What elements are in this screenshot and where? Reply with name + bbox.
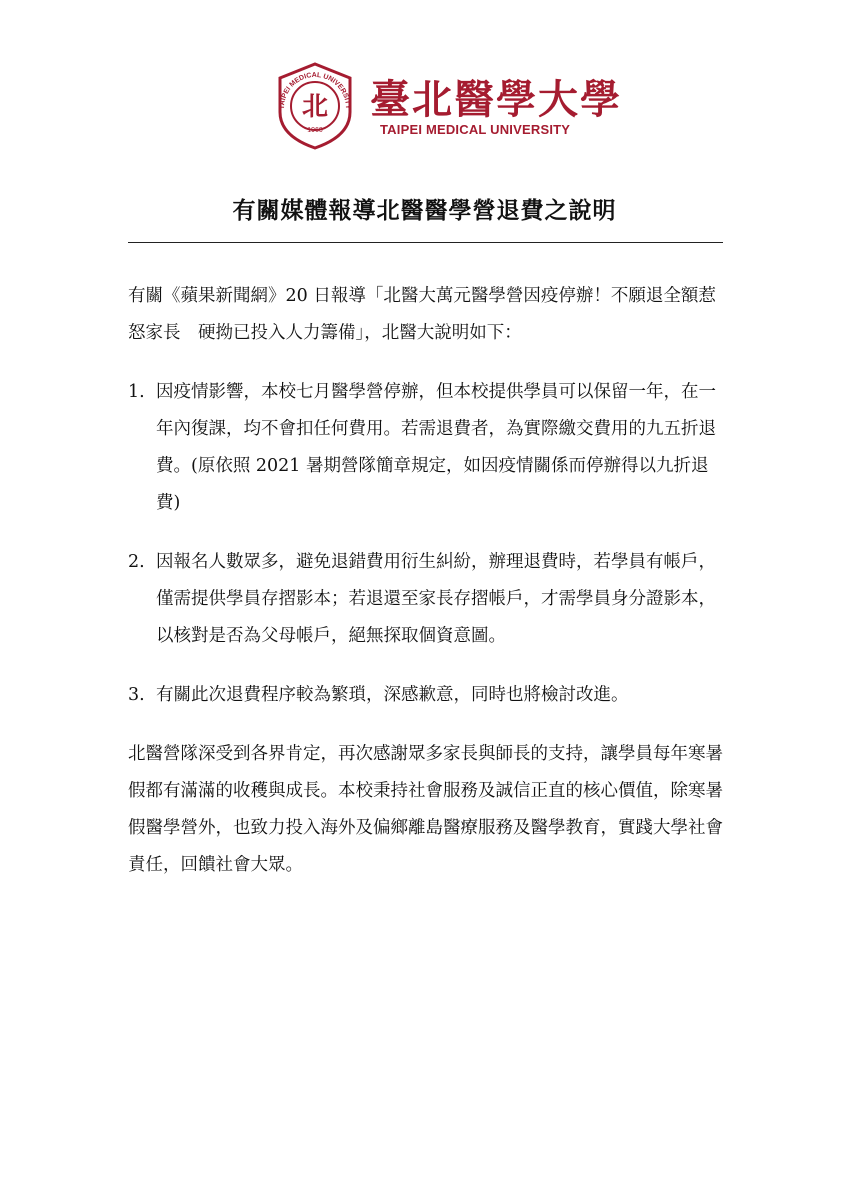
university-logo	[270, 60, 622, 150]
list-item	[128, 677, 728, 714]
item-number: 2.	[128, 552, 145, 572]
document-body	[128, 278, 728, 906]
item-text: 因疫情影響，本校七月醫學營停辦，但本校提供學員可以保留一年，在一年內復課，均不會扣任何費用。若需退費者，為實際繳交費用的九五折退費。(原依照 2021 暑期營隊簡章規定，如因疫情關係而停辦得以九折退費)	[156, 382, 716, 513]
university-seal-icon	[270, 60, 360, 150]
seal-center-glyph: 北	[301, 92, 329, 122]
university-name-chinese: 臺北醫學大學	[370, 76, 622, 123]
intro-paragraph: 有關《蘋果新聞網》20 日報導「北醫大萬元醫學營因疫停辦！不願退全額惹怒家長 硬拗已投入人力籌備」，北醫大說明如下：	[128, 286, 716, 343]
item-number: 3.	[128, 685, 145, 705]
item-text: 因報名人數眾多，避免退錯費用衍生糾紛，辦理退費時，若學員有帳戶，僅需提供學員存摺影本；若退還至家長存摺帳戶，才需學員身分證影本，以核對是否為父母帳戶，絕無探取個資意圖。	[156, 552, 716, 646]
title-divider	[128, 242, 723, 243]
seal-arc-text: TAIPEI MEDICAL UNIVERSITY	[278, 71, 352, 110]
item-text: 有關此次退費程序較為繁瑣，深感歉意，同時也將檢討改進。	[156, 685, 629, 705]
closing-paragraph: 北醫營隊深受到各界肯定，再次感謝眾多家長與師長的支持，讓學員每年寒暑假都有滿滿的收穫與成長。本校秉持社會服務及誠信正直的核心價值，除寒暑假醫學營外，也致力投入海外及偏鄉離島醫療服務及醫學教育，實踐大學社會責任，回饋社會大眾。	[128, 744, 723, 875]
item-number: 1.	[128, 382, 145, 402]
document-title: 有關媒體報導北醫醫學營退費之說明	[232, 197, 617, 224]
seal-year: 1960	[307, 127, 323, 134]
university-name-english: TAIPEI MEDICAL UNIVERSITY	[380, 122, 571, 137]
list-item	[128, 544, 728, 655]
list-item	[128, 374, 728, 522]
